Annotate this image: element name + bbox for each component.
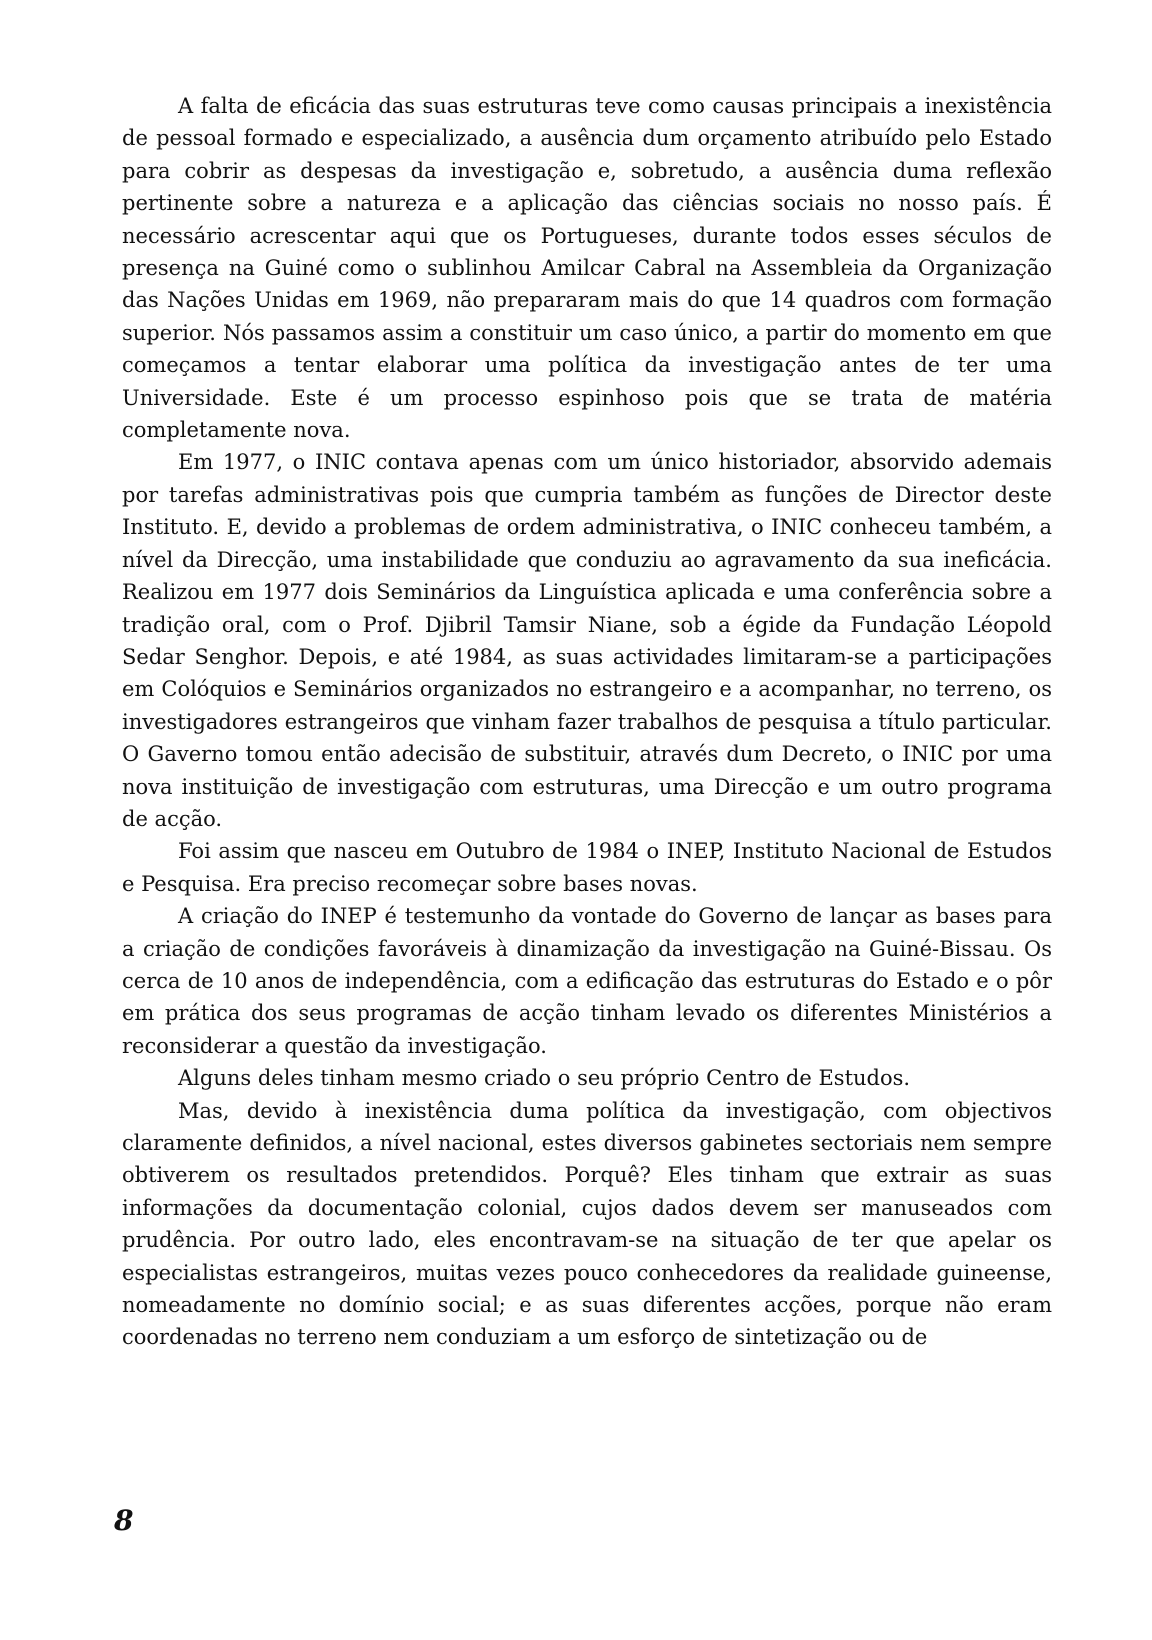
body-text: [122, 90, 1052, 1354]
paragraph-3: Foi assim que nasceu em Outubro de 1984 o INEP, Instituto Nacional de Estudos e Pesquisa. Era preciso recomeçar sobre bases novas.: [122, 839, 1052, 896]
page-number: 8: [114, 1504, 134, 1537]
paragraph-6: Mas, devido à inexistência duma política da investigação, com objectivos claramente definidos, a nível nacional, estes diversos gabinetes sectoriais nem sempre obtiverem os resultados pretendidos. Porquê? Eles tinham que extrair as suas informações da documentação colonial, cujos dados devem ser manuseados com prudência. Por outro lado, eles encontravam-se na situação de ter que apelar os especialistas estrangeiros, muitas vezes pouco conhecedores da realidade guineense, nomeadamente no domínio social; e as suas diferentes acções, porque não eram coordenadas no terreno nem conduziam a um esforço de sintetização ou de: [122, 1098, 1052, 1350]
paragraph-1: A falta de eficácia das suas estruturas teve como causas principais a inexistência de pessoal formado e especializado, a ausência dum orçamento atribuído pelo Estado para cobrir as despesas da investigação e, sobretudo, a ausência duma reflexão pertinente sobre a natureza e a aplicação das ciências sociais no nosso país. É necessário acrescentar aqui que os Portugueses, durante todos esses séculos de presença na Guiné como o sublinhou Amilcar Cabral na Assembleia da Organização das Nações Unidas em 1969, não prepararam mais do que 14 quadros com formação superior. Nós passamos assim a constituir um caso único, a partir do momento em que começamos a tentar elaborar uma política da investigação antes de ter uma Universidade. Este é um processo espinhoso pois que se trata de matéria completamente nova.: [122, 94, 1052, 443]
paragraph-2: Em 1977, o INIC contava apenas com um único historiador, absorvido ademais por tarefas administrativas pois que cumpria também as funções de Director deste Instituto. E, devido a problemas de ordem administrativa, o INIC conheceu também, a nível da Direcção, uma instabilidade que conduziu ao agravamento da sua ineficácia. Realizou em 1977 dois Seminários da Linguística aplicada e uma conferência sobre a tradição oral, com o Prof. Djibril Tamsir Niane, sob a égide da Fundação Léopold Sedar Senghor. Depois, e até 1984, as suas actividades limitaram-se a participações em Colóquios e Seminários organizados no estrangeiro e a acompanhar, no terreno, os investigadores estrangeiros que vinham fazer trabalhos de pesquisa a título particular. O Gaverno tomou então adecisão de substituir, através dum Decreto, o INIC por uma nova instituição de investigação com estruturas, uma Direcção e um outro programa de acção.: [122, 450, 1052, 831]
paragraph-5: Alguns deles tinham mesmo criado o seu próprio Centro de Estudos.: [178, 1066, 911, 1091]
paragraph-4: A criação do INEP é testemunho da vontade do Governo de lançar as bases para a criação de condições favoráveis à dinamização da investigação na Guiné-Bissau. Os cerca de 10 anos de independência, com a edificação das estruturas do Estado e o pôr em prática dos seus programas de acção tinham levado os diferentes Ministérios a reconsiderar a questão da investigação.: [122, 904, 1052, 1058]
